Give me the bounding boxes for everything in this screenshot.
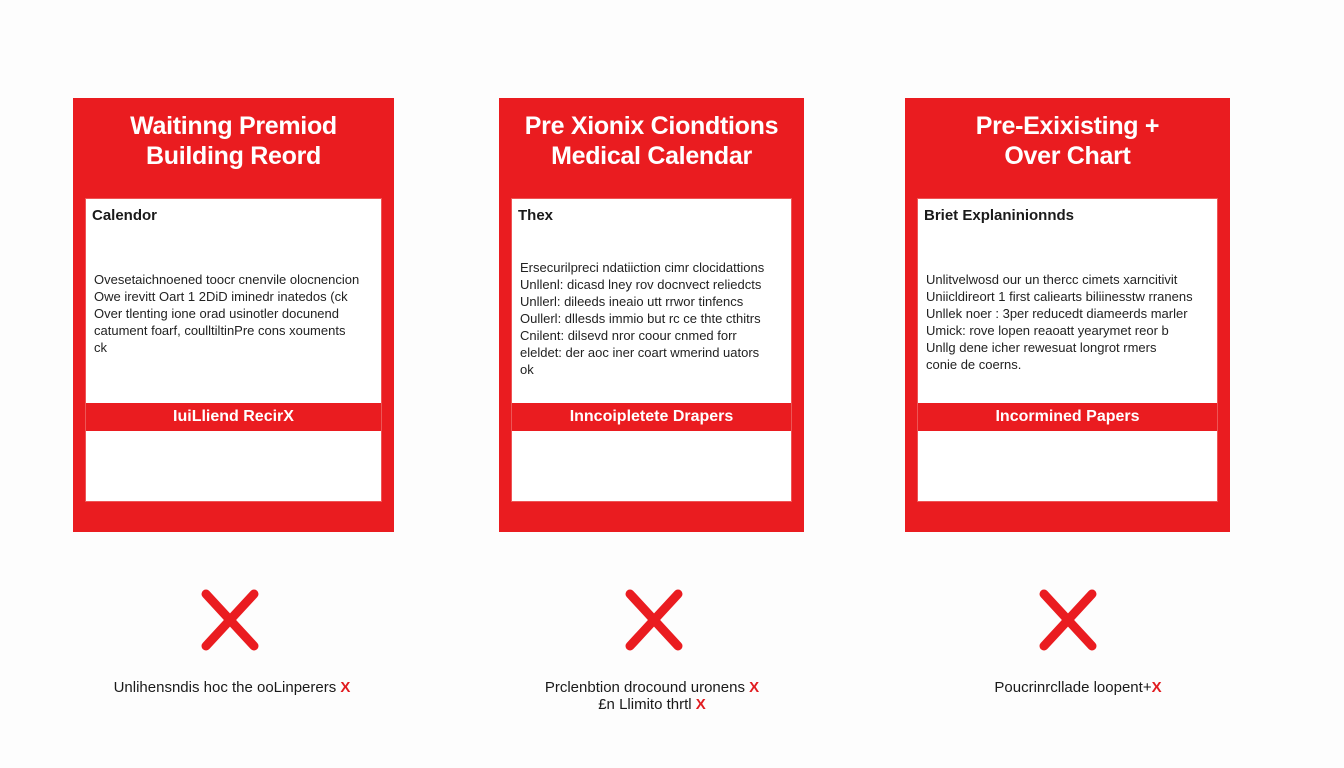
card-title: Pre Xionix Ciondtions Medical Calendar [524, 111, 779, 170]
x-mark-icon [622, 588, 686, 652]
card-subtitle: Thex [518, 207, 554, 224]
caption-text: Unlihensndis hoc the ooLinperers [113, 679, 337, 696]
card-subtitle: Briet Explaninionnds [924, 207, 1075, 224]
card-title: Pre-Exixisting + Over Chart [975, 111, 1160, 170]
card-body [511, 198, 792, 502]
card-status-band: Incormined Papers [918, 403, 1217, 431]
card-2 [499, 98, 804, 532]
caption-x: X [749, 679, 760, 696]
caption [918, 679, 1238, 696]
card-title: Waitinng Premiod Building Reord [130, 111, 337, 170]
card-status-band: Inncoipletete Drapers [512, 403, 791, 431]
caption-x: X [1151, 679, 1162, 696]
card-3 [905, 98, 1230, 532]
caption [492, 679, 812, 713]
caption [72, 679, 392, 696]
card-status-band: IuiLliend RecirX [86, 403, 381, 431]
card-1 [73, 98, 394, 532]
card-header [499, 98, 804, 183]
card-body [917, 198, 1218, 502]
caption-x: X [340, 679, 351, 696]
caption-x: X [695, 696, 706, 713]
card-text: Unlitvelwosd our un thercc cimets xarncitivit Uniicldireort 1 first caliearts biliinesstw rranens Unllek noer : 3per reducedt diameerds marler Umick: rove lopen reaoatt yearymet reor b Unllg dene icher rewesuat longrot rmers conie de coerns. [926, 272, 1193, 372]
x-mark-icon [198, 588, 262, 652]
card-text: Ersecurilpreci ndatiiction cimr clocidattions Unllenl: dicasd lney rov docnvect reliedcts Unllerl: dileeds ineaio utt rrwor tinfencs Oullerl: dllesds immio but rc ce thte cthitrs Cnilent: dilsevd nror coour cnmed forr eleldet: der aoc iner coart wmerind uators ok [520, 260, 765, 377]
card-header [905, 98, 1230, 183]
x-mark-icon [1036, 588, 1100, 652]
card-body [85, 198, 382, 502]
caption-text: Poucrinrcllade loopent+ [994, 679, 1152, 696]
caption-text: Prclenbtion drocound uronens [544, 679, 745, 696]
card-header [73, 98, 394, 183]
card-text: Ovesetaichnoened toocr cnenvile olocnencion Owe irevitt Oart 1 2DiD iminedr inatedos (ck Over tlenting ione orad usinotler docunend catument foarf, coulltiltinPre cons xouments ck [94, 272, 360, 355]
caption-text-line2: £n Llimito thrtl [598, 696, 692, 713]
card-subtitle: Calendor [92, 207, 158, 224]
